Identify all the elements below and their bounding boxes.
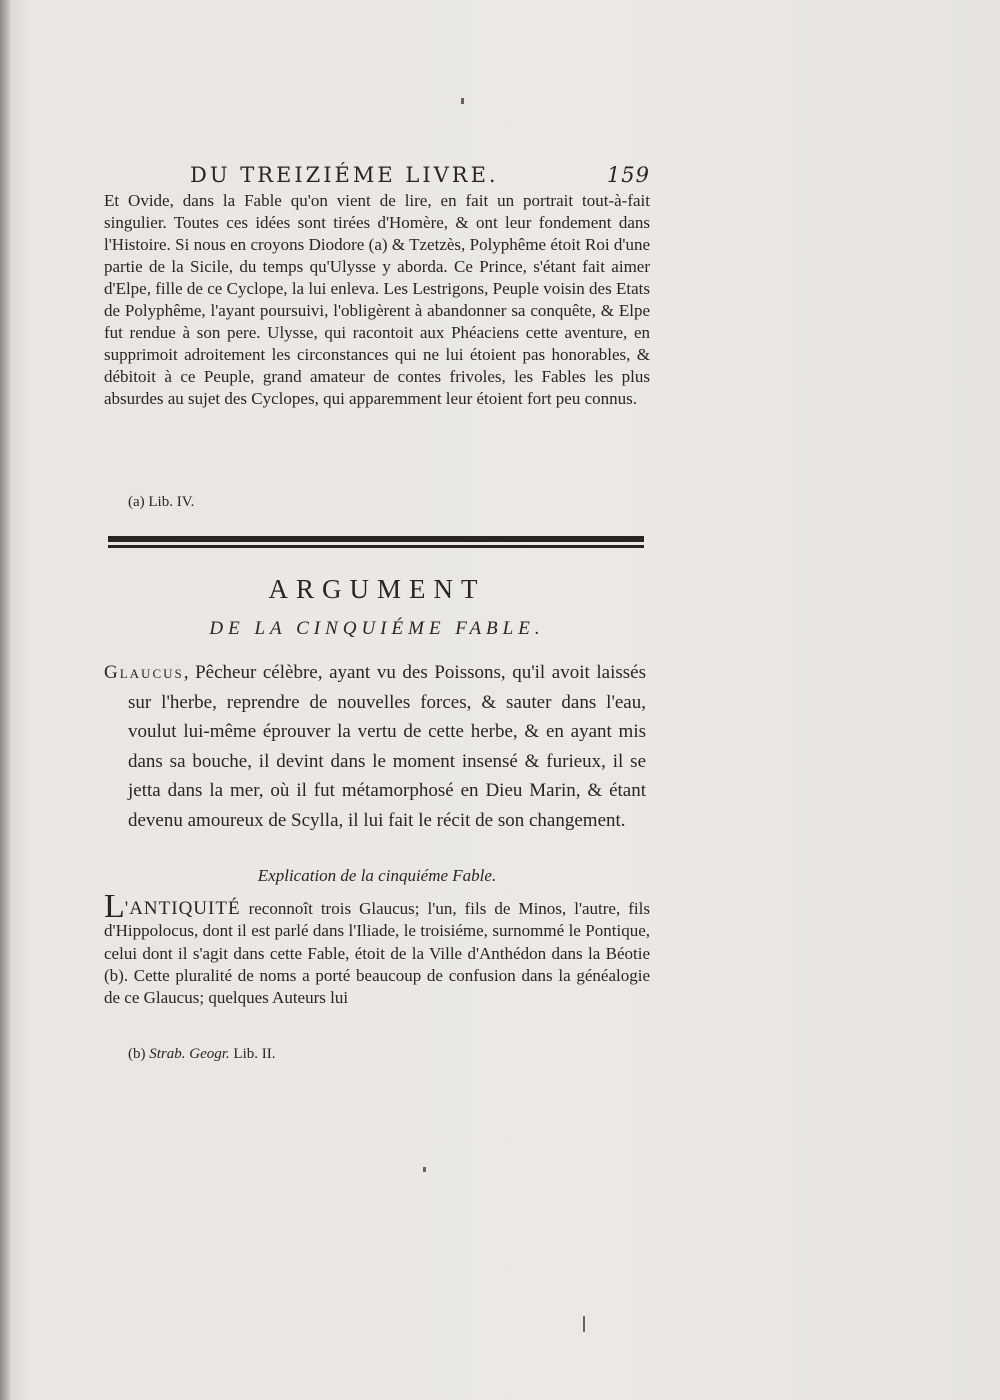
argument-title: ARGUMENT [268,574,486,604]
ink-speck [461,98,464,104]
ink-speck [423,1167,426,1172]
paragraph-1-text: Et Ovide, dans la Fable qu'on vient de lire, en fait un portrait tout-à-fait singulier. Toutes ces idées sont tirées d'Homère, & ont leur fondement dans l'Histoire. Si nous en croyons Diodore (a) & Tzetzès, Polyphême étoit Roi d'une partie de la Sicile, du temps qu'Ulysse y aborda. Ce Prince, s'étant fait aimer d'Elpe, fille de ce Cyclope, la lui enleva. Les Lestrigons, Peuple voisin des Etats de Polyphême, l'ayant poursuivi, l'obligèrent à abandonner sa conquête, & Elpe fut rendue à son pere. Ulysse, qui racontoit aux Phéaciens cette aventure, en supprimoit adroitement les circonstances qui ne lui étoient pas honorables, & débitoit à ce Peuple, grand amateur de contes frivoles, les Fables les plus absurdes au sujet des Cyclopes, qui apparemment leur étoient fort peu connus. [104,191,650,408]
divider-thin-line [108,545,644,548]
divider-thick-line [108,536,644,542]
footnote-a: (a) Lib. IV. [128,494,195,510]
argument-subtitle: DE LA CINQUIÉME FABLE. [209,618,545,639]
footnote-b-ref: Lib. II. [233,1046,276,1062]
book-spine-edge [0,0,10,1400]
footnote-b [128,1046,674,1063]
ink-speck [583,1316,585,1332]
paragraph-1 [104,190,650,410]
drop-capital: L [104,888,125,925]
paragraph-2 [104,888,650,1009]
paragraph-2-text [104,888,650,1009]
argument-body-text: , Pêcheur célèbre, ayant vu des Poissons, qu'il avoit laissés sur l'herbe, reprendre de nouvelles forces, & sauter dans l'eau, voulut lui-même éprouver la vertu de cette herbe, & en ayant mis dans sa bouche, il devint dans le moment insensé & furieux, il se jetta dans la mer, où il fut métamorphosé en Dieu Marin, & étant devenu amoureux de Scylla, il lui fait le récit de son changement. [128,662,646,831]
running-head-title: DU TREIZIÉME LIVRE. [190,163,499,187]
page-number: 159 [606,163,650,187]
section-divider-rule [108,536,644,550]
footnote-b-source: Strab. Geogr. [149,1046,230,1062]
paragraph-2-caps: 'ANTIQUITÉ [124,898,241,919]
argument-body [104,658,646,835]
argument-lead-word: Glaucus [104,662,184,683]
footnote-b-mark: (b) [128,1046,146,1062]
paragraph-2-body: reconnoît trois Glaucus; l'un, fils de Minos, l'autre, fils d'Hippolocus, dont il est parlé dans l'Iliade, le troisiéme, surnommé le Pontique, celui dont il s'agit dans cette Fable, étoit de la Ville d'Anthédon dans la Béotie (b). Cette pluralité de noms a porté beaucoup de confusion dans la généalogie de ce Glaucus; quelques Auteurs lui [104,899,650,1008]
running-head [190,163,650,187]
explication-heading: Explication de la cinquiéme Fable. [257,866,497,885]
